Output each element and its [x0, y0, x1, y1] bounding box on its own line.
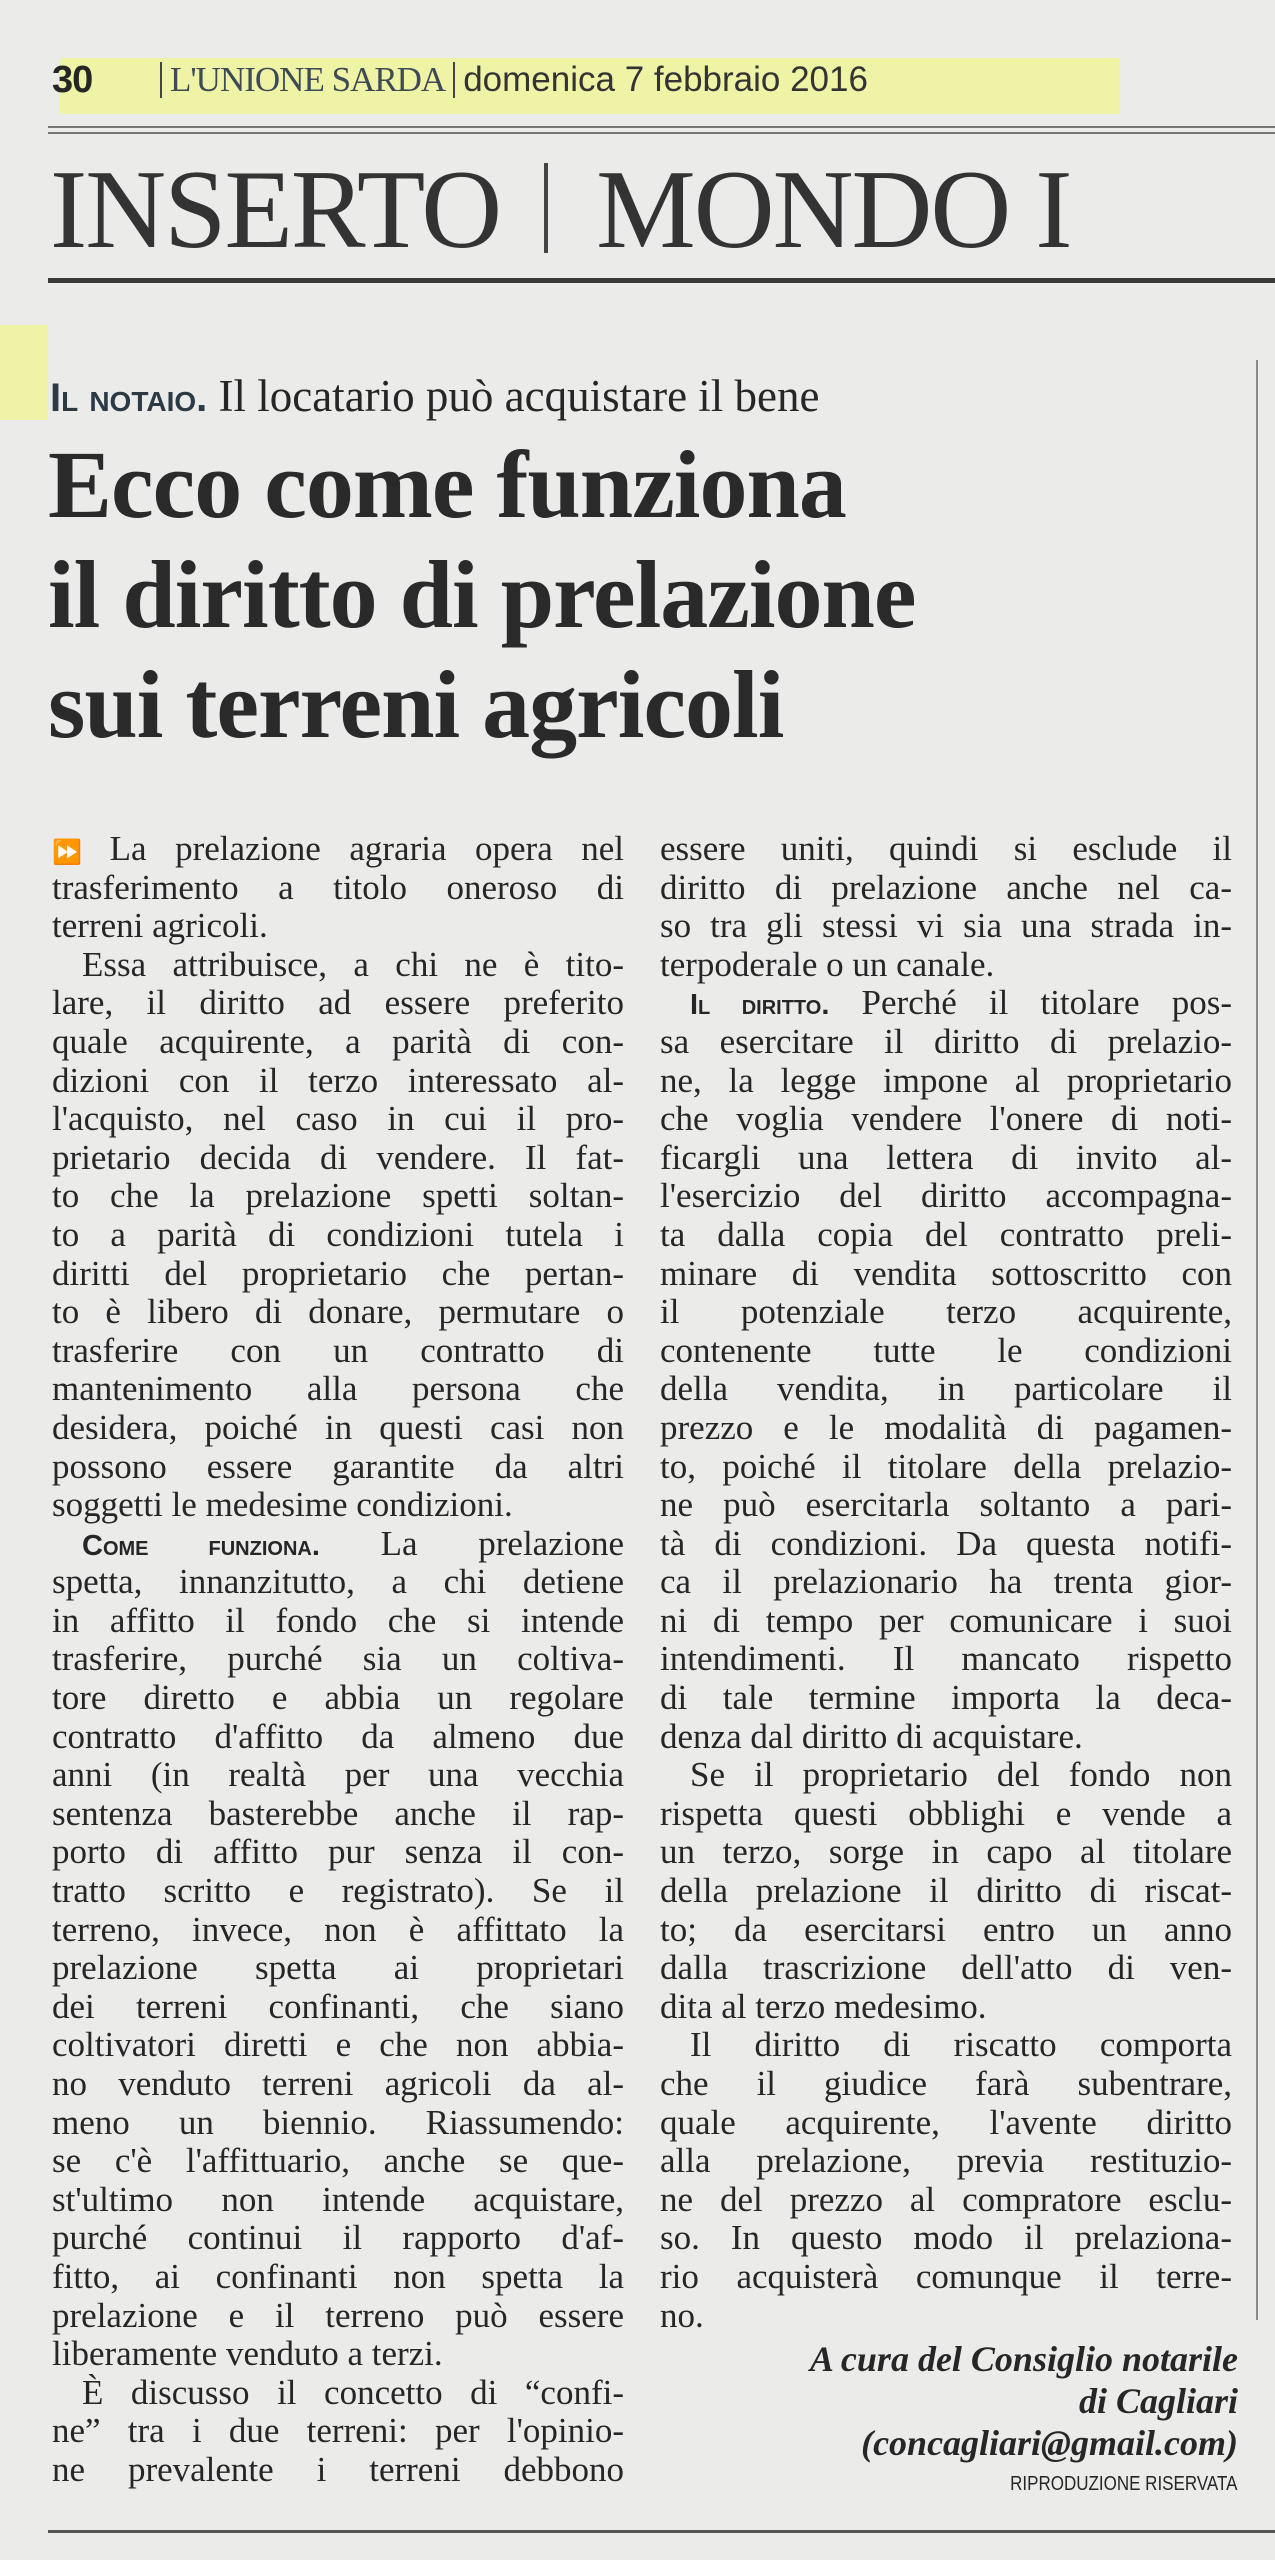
text-line: [660, 1409, 1232, 1448]
text-line: [660, 1293, 1232, 1332]
text-line: [660, 2065, 1232, 2104]
text-line: [52, 2026, 624, 2065]
text-line: [660, 1872, 1232, 1911]
line-text: lare, il diritto ad essere preferito: [52, 983, 624, 1023]
headline-line: sui terreni agricoli: [48, 651, 784, 758]
text-line: [660, 1486, 1232, 1525]
paragraph: [52, 830, 624, 946]
line-text: tà di condizioni. Da questa notifi-: [660, 1523, 1232, 1563]
page-number: 30: [52, 58, 93, 101]
line-text: ne, la legge impone al proprietario: [660, 1060, 1232, 1100]
newspaper-name: L'UNIONE SARDA: [170, 60, 446, 99]
line-text: soggetti le medesime condizioni.: [52, 1485, 513, 1525]
line-text: terpoderale o un canale.: [660, 944, 995, 984]
double-arrow-icon: ⏩: [52, 838, 102, 866]
line-text: fitto, ai confinanti non spetta la: [52, 2256, 624, 2296]
text-line: [52, 1293, 624, 1332]
line-text: ne” tra i due terreni: per l'opinio-: [52, 2411, 624, 2451]
line-text: Il diritto di riscatto comporta: [690, 2025, 1232, 2065]
text-line: [660, 1370, 1232, 1409]
text-line: [660, 1139, 1232, 1178]
line-text: dita al terzo medesimo.: [660, 1986, 987, 2026]
line-text: Se il proprietario del fondo non: [690, 1755, 1232, 1795]
text-line: [660, 1833, 1232, 1872]
line-text: intendimenti. Il mancato rispetto: [660, 1639, 1232, 1679]
line-text: so. In questo modo il prelaziona-: [660, 2218, 1232, 2258]
kicker-label: Il notaio.: [50, 376, 208, 420]
line-text: contratto d'affitto da almeno due: [52, 1716, 624, 1756]
line-text: porto di affitto pur senza il con-: [52, 1832, 624, 1872]
text-line: [52, 907, 624, 946]
line-text: rispetta questi obblighi e vende a: [660, 1793, 1232, 1833]
line-text: no venduto terreni agricoli da al-: [52, 2064, 624, 2103]
section-rule: [48, 278, 1275, 283]
text-line: [660, 1177, 1232, 1216]
paragraph: [52, 946, 624, 1525]
text-line: [52, 2181, 624, 2220]
line-text: in affitto il fondo che si intende: [52, 1600, 624, 1640]
line-text: Essa attribuisce, a chi ne è tito-: [82, 944, 624, 984]
line-text: tore diretto e abbia un regolare: [52, 1678, 624, 1718]
text-line: [52, 1370, 624, 1409]
line-text: essere uniti, quindi si esclude il: [660, 829, 1232, 868]
line-text: st'ultimo non intende acquistare,: [52, 2179, 624, 2219]
text-line: [52, 1949, 624, 1988]
line-text: to è libero di donare, permutare o: [52, 1292, 624, 1332]
text-line: [52, 984, 624, 1023]
line-text: dei terreni confinanti, che siano: [52, 1986, 624, 2026]
line-text: to, poiché il titolare della prelazio-: [660, 1446, 1232, 1486]
text-line: [660, 1563, 1232, 1602]
text-line: [52, 2219, 624, 2258]
text-line: [660, 830, 1232, 869]
text-line: [52, 1332, 624, 1371]
headline: [48, 430, 916, 760]
text-line: [660, 1062, 1232, 1101]
paragraph-lead: Il diritto.: [690, 989, 830, 1022]
text-line: [52, 1448, 624, 1487]
paragraph: [52, 1525, 624, 2374]
signature: [660, 2338, 1238, 2464]
highlighter-mark: [0, 325, 48, 420]
text-line: [660, 1795, 1232, 1834]
line-text: ca il prelazionario ha trenta gior-: [660, 1562, 1232, 1602]
text-line: [52, 1563, 624, 1602]
line-text: ta dalla copia del contratto preli-: [660, 1214, 1232, 1254]
line-text: sa esercitare il diritto di prelazio-: [660, 1021, 1232, 1061]
text-line: [52, 1216, 624, 1255]
line-text: dizioni con il terzo interessato al-: [52, 1060, 624, 1100]
text-line: [52, 1139, 624, 1178]
text-line: [660, 2026, 1232, 2065]
text-line: [52, 2297, 624, 2336]
line-text: trasferire, purché sia un coltiva-: [52, 1639, 624, 1679]
line-text: meno un biennio. Riassumendo:: [52, 2102, 624, 2142]
line-text: spetta, innanzitutto, a chi detiene: [52, 1562, 624, 1602]
headline-line: Ecco come funziona: [48, 431, 846, 538]
text-line: [52, 2258, 624, 2297]
text-line: [660, 2181, 1232, 2220]
line-text: che voglia vendere l'onere di noti-: [660, 1099, 1232, 1139]
line-text: to che la prelazione spetti soltan-: [52, 1176, 624, 1216]
text-line: [660, 1679, 1232, 1718]
line-text: desidera, poiché in questi casi non: [52, 1407, 624, 1447]
text-line: [52, 2104, 624, 2143]
line-text: l'acquisto, nel caso in cui il pro-: [52, 1099, 624, 1139]
text-line: [660, 869, 1232, 908]
line-text: dalla trascrizione dell'atto di ven-: [660, 1948, 1232, 1988]
text-line: [660, 1718, 1232, 1757]
text-line: [660, 1525, 1232, 1564]
text-line: [52, 2065, 624, 2104]
text-line: [52, 1486, 624, 1525]
line-text: sentenza basterebbe anche il rap-: [52, 1793, 624, 1833]
line-text: terreno, invece, non è affittato la: [52, 1909, 624, 1949]
line-text: no.: [660, 2295, 704, 2335]
line-text: di tale termine importa la deca-: [660, 1678, 1232, 1718]
text-line: [660, 1255, 1232, 1294]
line-text: un terzo, sorge in capo al titolare: [660, 1832, 1232, 1872]
copyright-notice: RIPRODUZIONE RISERVATA: [1009, 2473, 1237, 2495]
text-line: [660, 1100, 1232, 1139]
line-text: trasferimento a titolo oneroso di: [52, 867, 624, 907]
text-line: [52, 1679, 624, 1718]
kicker: [50, 368, 820, 426]
footer-rule: [48, 2530, 1275, 2533]
text-line: [660, 907, 1232, 946]
line-text: possono essere garantite da altri: [52, 1446, 624, 1486]
text-line: [660, 1602, 1232, 1641]
line-text: trasferire con un contratto di: [52, 1330, 624, 1370]
text-line: [660, 1448, 1232, 1487]
line-text: l'esercizio del diritto accompagna-: [660, 1176, 1232, 1216]
line-text: il potenziale terzo acquirente,: [660, 1292, 1232, 1332]
line-text: ni di tempo per comunicare i suoi: [660, 1600, 1232, 1640]
text-line: [660, 984, 1232, 1023]
text-line: [52, 1409, 624, 1448]
line-text: della vendita, in particolare il: [660, 1369, 1232, 1409]
header-rule: [48, 126, 1275, 128]
text-line: [52, 2412, 624, 2451]
line-text: rio acquisterà comunque il terre-: [660, 2256, 1232, 2296]
text-line: [660, 1949, 1232, 1988]
line-text: minare di vendita sottoscritto con: [660, 1253, 1232, 1293]
section-title: [50, 150, 1071, 270]
paragraph: [660, 830, 1232, 984]
page-header: [52, 50, 868, 110]
text-line: [52, 1988, 624, 2027]
line-text: so tra gli stessi vi sia una strada in-: [660, 906, 1232, 946]
line-text: La prelazione agraria opera nel: [109, 829, 624, 868]
line-text: purché continui il rapporto d'af-: [52, 2218, 624, 2258]
text-line: [660, 2219, 1232, 2258]
text-line: [660, 1756, 1232, 1795]
line-text: quale acquirente, a parità di con-: [52, 1021, 624, 1061]
line-text: prelazione spetta ai proprietari: [52, 1948, 624, 1988]
line-text: alla prelazione, previa restituzio-: [660, 2141, 1232, 2181]
subsection-name: MONDO I: [596, 148, 1071, 272]
text-line: [660, 1988, 1232, 2027]
line-text: se c'è l'affittuario, anche se que-: [52, 2141, 624, 2181]
signature-line: A cura del Consiglio notarile: [809, 2339, 1238, 2379]
text-line: [52, 1023, 624, 1062]
divider: [160, 62, 162, 98]
line-text: della prelazione il diritto di riscat-: [660, 1871, 1232, 1911]
line-text: ficargli una lettera di invito al-: [660, 1137, 1232, 1177]
issue-date: domenica 7 febbraio 2016: [463, 60, 868, 99]
paragraph: [660, 2026, 1232, 2335]
line-text: diritto di prelazione anche nel ca-: [660, 867, 1232, 907]
text-line: [52, 1177, 624, 1216]
text-line: [52, 1640, 624, 1679]
text-line: [660, 1023, 1232, 1062]
text-line: [52, 1795, 624, 1834]
line-text: terreni agricoli.: [52, 906, 268, 946]
kicker-text: Il locatario può acquistare il bene: [218, 371, 820, 421]
text-line: [52, 2374, 624, 2413]
headline-line: il diritto di prelazione: [48, 541, 916, 648]
line-text: contenente tutte le condizioni: [660, 1330, 1232, 1370]
text-line: [660, 2104, 1232, 2143]
paragraph: [660, 984, 1232, 1756]
line-text: prezzo e le modalità di pagamen-: [660, 1407, 1232, 1447]
line-text: Perché il titolare pos-: [861, 983, 1233, 1023]
text-line: [52, 1833, 624, 1872]
line-text: La prelazione: [380, 1523, 624, 1563]
line-text: È discusso il concetto di “confi-: [82, 2372, 624, 2412]
text-line: [52, 1872, 624, 1911]
text-line: [52, 1602, 624, 1641]
divider: [453, 62, 455, 98]
header-rule: [48, 132, 1275, 134]
text-line: [660, 2297, 1232, 2336]
line-text: to a parità di condizioni tutela i: [52, 1214, 624, 1254]
text-line: [660, 1332, 1232, 1371]
text-line: [52, 1911, 624, 1950]
line-text: prietario decida di vendere. Il fat-: [52, 1137, 624, 1177]
line-text: to; da esercitarsi entro un anno: [660, 1909, 1232, 1949]
text-line: [52, 1062, 624, 1101]
text-line: [660, 2142, 1232, 2181]
column-rule: [1256, 360, 1258, 2320]
paragraph: [52, 2374, 624, 2490]
text-line: [660, 2258, 1232, 2297]
line-text: che il giudice farà subentrare,: [660, 2064, 1232, 2103]
line-text: ne del prezzo al compratore esclu-: [660, 2179, 1232, 2219]
text-line: [52, 2451, 624, 2490]
text-line: [52, 2142, 624, 2181]
text-line: [52, 2335, 624, 2374]
line-text: quale acquirente, l'avente diritto: [660, 2102, 1232, 2142]
text-line: [52, 1525, 624, 1564]
text-line: [52, 1255, 624, 1294]
line-text: denza dal diritto di acquistare.: [660, 1716, 1083, 1756]
paragraph-lead: Come funziona.: [82, 1529, 320, 1562]
paragraph: [660, 1756, 1232, 2026]
text-line: [660, 946, 1232, 985]
line-text: ne prevalente i terreni debbono: [52, 2449, 624, 2489]
divider: [544, 163, 548, 253]
article-column-left: [52, 830, 624, 2490]
line-text: anni (in realtà per una vecchia: [52, 1755, 624, 1795]
text-line: [660, 1216, 1232, 1255]
text-line: [52, 946, 624, 985]
line-text: tratto scritto e registrato). Se il: [52, 1871, 624, 1911]
text-line: [52, 1718, 624, 1757]
section-name: INSERTO: [50, 148, 501, 272]
article-column-right: [660, 830, 1232, 2335]
line-text: ne può esercitarla soltanto a pari-: [660, 1485, 1232, 1525]
line-text: mantenimento alla persona che: [52, 1369, 624, 1409]
text-line: [660, 1911, 1232, 1950]
text-line: [52, 1100, 624, 1139]
text-line: [52, 1756, 624, 1795]
line-text: diritti del proprietario che pertan-: [52, 1253, 624, 1293]
text-line: [52, 869, 624, 908]
line-text: coltivatori diretti e che non abbia-: [52, 2025, 624, 2065]
text-line: [660, 1640, 1232, 1679]
line-text: liberamente venduto a terzi.: [52, 2334, 443, 2374]
text-line: [52, 830, 624, 869]
line-text: prelazione e il terreno può essere: [52, 2295, 624, 2335]
signature-email: (concagliari@gmail.com): [861, 2423, 1238, 2463]
signature-line: di Cagliari: [1078, 2381, 1238, 2421]
